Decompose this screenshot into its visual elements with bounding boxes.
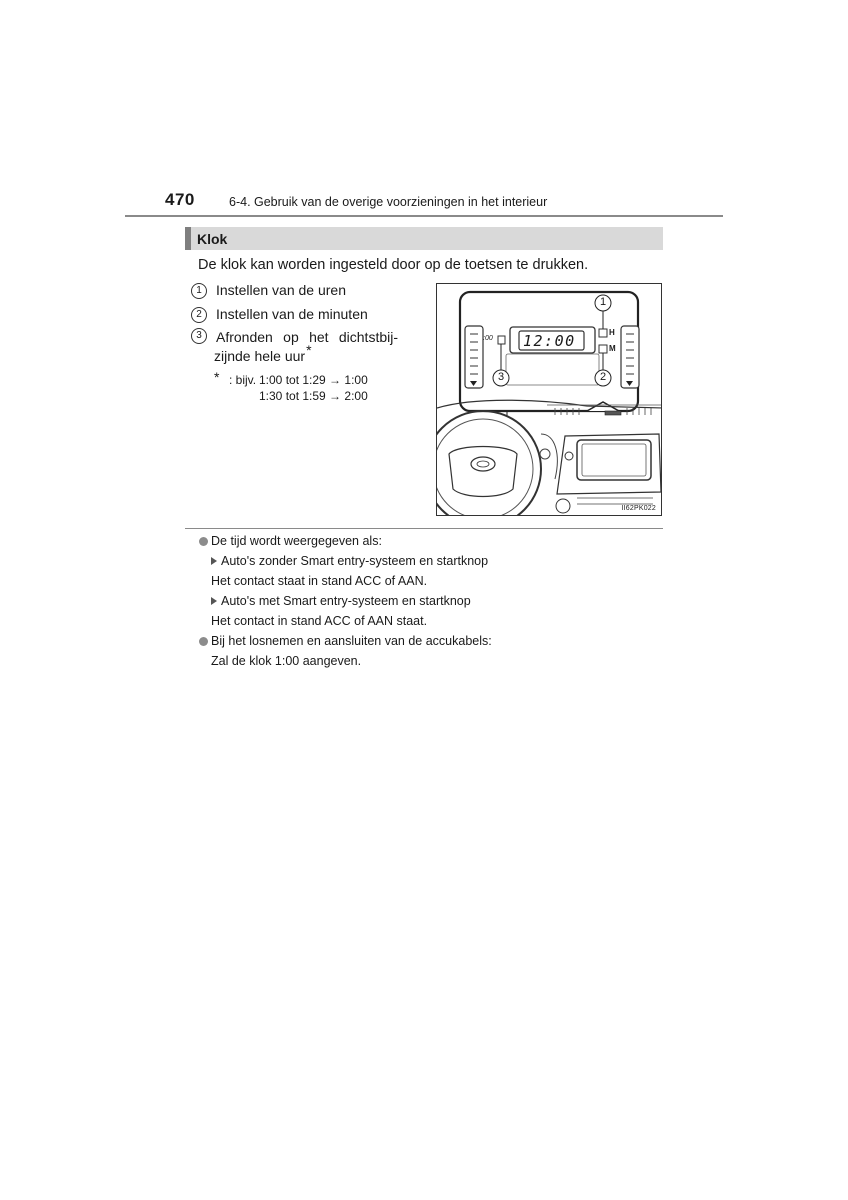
page-number: 470	[165, 190, 195, 209]
clock-display-time: 12:00	[523, 332, 576, 350]
footnote-star: *	[214, 369, 220, 385]
footnote-label: : bijv.	[229, 373, 257, 387]
step-text: Instellen van de minuten	[216, 306, 368, 322]
note-text: Auto's zonder Smart entry-systeem en startknop	[221, 554, 489, 568]
header-divider	[125, 215, 723, 217]
step-text: Instellen van de uren	[216, 282, 346, 298]
clock-illustration	[436, 283, 662, 516]
figure-code: II62PK022	[621, 505, 656, 512]
hour-button-label: H	[609, 328, 615, 337]
step-text: Afronden op het dichtstbij-	[216, 329, 398, 345]
footnote-example-1: 1:00 tot 1:29 → 1:00	[259, 373, 368, 387]
chapter-title: 6-4. Gebruik van de overige voorzieningen in het interieur	[229, 195, 548, 209]
note-text: Bij het losnemen en aansluiten van de accukabels:	[211, 634, 492, 648]
bullet-dot	[199, 537, 208, 546]
step-number: 1	[191, 283, 207, 299]
triangle-marker-icon	[211, 597, 217, 605]
callout-3: 3	[497, 371, 505, 383]
step-number: 3	[191, 328, 207, 344]
note-bullet	[199, 534, 382, 548]
note-text: De tijd wordt weergegeven als:	[211, 534, 382, 548]
step-number: 2	[191, 307, 207, 323]
note-text: Auto's met Smart entry-systeem en startknop	[221, 594, 471, 608]
note-bullet	[199, 634, 492, 648]
triangle-marker-icon	[211, 557, 217, 565]
callout-2: 2	[599, 371, 607, 383]
footnote-example-2: 1:30 tot 1:59 → 2:00	[259, 389, 368, 403]
note-plain: Zal de klok 1:00 aangeven.	[211, 654, 362, 668]
minute-button-label: M	[609, 344, 616, 353]
note-subitem	[211, 594, 471, 608]
section-accent	[185, 227, 191, 250]
step-1	[191, 282, 346, 299]
note-subitem	[211, 554, 488, 568]
dashboard-drawing	[437, 284, 662, 516]
step-3-continuation	[214, 342, 312, 364]
intro-text: De klok kan worden ingesteld door op de toetsen te drukken.	[198, 257, 589, 273]
step-2	[191, 306, 368, 323]
note-plain: Het contact staat in stand ACC of AAN.	[211, 574, 428, 588]
notes-divider	[185, 528, 663, 529]
callout-1: 1	[599, 296, 607, 308]
step-3	[191, 327, 398, 348]
section-title: Klok	[197, 231, 228, 247]
round-button-label: :00	[483, 335, 493, 342]
section-heading-bar	[185, 227, 663, 250]
bullet-dot	[199, 637, 208, 646]
note-plain: Het contact in stand ACC of AAN staat.	[211, 614, 428, 628]
footnote-marker: *	[306, 342, 312, 359]
step-text-continued: zijnde hele uur	[214, 348, 306, 364]
